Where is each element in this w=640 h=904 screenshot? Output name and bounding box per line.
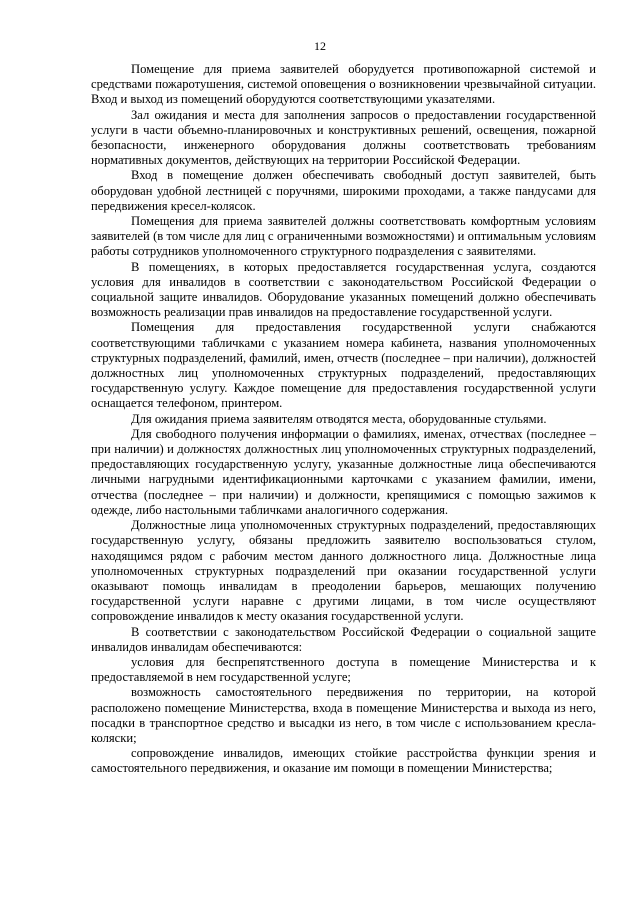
- paragraph-officials-assistance: Должностные лица уполномоченных структурных подразделений, предоставляющих государственную услугу, обязаны предложить заявителю воспользоваться стулом, находящимся рядом с рабочим местом данного должностного лица. Должностные лица уполномоченных структурных подразделений при оказании государственной услуги оказывают помощь инвалидам в преодолении барьеров, мешающих получению государственной услуги наравне с другими лицами, в том числе осуществляют сопровождение инвалидов к месту оказания государственной услуги.: [91, 518, 596, 624]
- paragraph-waiting-hall: Зал ожидания и места для заполнения запросов о предоставлении государственной услуги в части объемно-планировочных и конструктивных решений, освещения, пожарной безопасности, инженерного оборудования должны соответствовать требованиям нормативных документов, действующих на территории Российской Федерации.: [91, 107, 596, 168]
- paragraph-reception-rooms: Помещения для приема заявителей должны соответствовать комфортным условиям заявителей (в том числе для лиц с ограниченными возможностями) и оптимальным условиям работы сотрудников уполномоченного структурного подразделения с заявителями.: [91, 214, 596, 259]
- paragraph-legislation-intro: В соответствии с законодательством Российской Федерации о социальной защите инвалидов инвалидам обеспечиваются:: [91, 624, 596, 654]
- list-item-access-conditions: условия для беспрепятственного доступа в помещение Министерства и к предоставляемой в нем государственной услуге;: [91, 654, 596, 685]
- body-text: [91, 62, 596, 777]
- paragraph-entrance: Вход в помещение должен обеспечивать свободный доступ заявителей, быть оборудован удобной лестницей с поручнями, широкими проходами, а также пандусами для передвижения кресел-колясок.: [91, 168, 596, 213]
- paragraph-id-cards: Для свободного получения информации о фамилиях, именах, отчествах (последнее – при наличии) и должностях должностных лиц уполномоченных структурных подразделений, предоставляющих государственную услугу, указанные должностные лица обеспечиваются личными нагрудными идентификационными карточками с указанием фамилии, имени, отчества (последнее – при наличии) и должности, крепящимися с помощью зажимов к одежде, либо настольными табличками аналогичного содержания.: [91, 426, 596, 517]
- paragraph-waiting-seats: Для ожидания приема заявителям отводятся места, оборудованные стульями.: [131, 411, 547, 426]
- list-item-escort: сопровождение инвалидов, имеющих стойкие расстройства функции зрения и самостоятельного передвижения, и оказание им помощи в помещении Министерства;: [91, 746, 596, 776]
- paragraph-signage: Помещения для предоставления государственной услуги снабжаются соответствующими табличками с указанием номера кабинета, названия уполномоченных структурных подразделений, фамилий, имен, отчеств (последнее – при наличии), должностей должностных лиц уполномоченных структурных подразделений, предоставляющих государственную услугу. Каждое помещение для предоставления государственной услуги оснащается телефоном, принтером.: [91, 320, 596, 411]
- paragraph-fire-safety: Помещение для приема заявителей оборудуется противопожарной системой и средствами пожаротушения, системой оповещения о возникновении чрезвычайной ситуации. Вход и выход из помещений оборудуются соответствующими указателями.: [91, 62, 596, 107]
- paragraph-disabled-conditions: В помещениях, в которых предоставляется государственная услуга, создаются условия для инвалидов в соответствии с законодательством Российской Федерации о социальной защите инвалидов. Оборудование указанных помещений должно обеспечивать возможность реализации прав инвалидов на предоставление государственной услуги.: [91, 259, 596, 320]
- list-item-independent-movement: возможность самостоятельного передвижения по территории, на которой расположено помещение Министерства, входа в помещение Министерства и выхода из него, посадки в транспортное средство и высадки из него, в том числе с использованием кресла-коляски;: [91, 685, 596, 745]
- page-number: 12: [314, 39, 326, 53]
